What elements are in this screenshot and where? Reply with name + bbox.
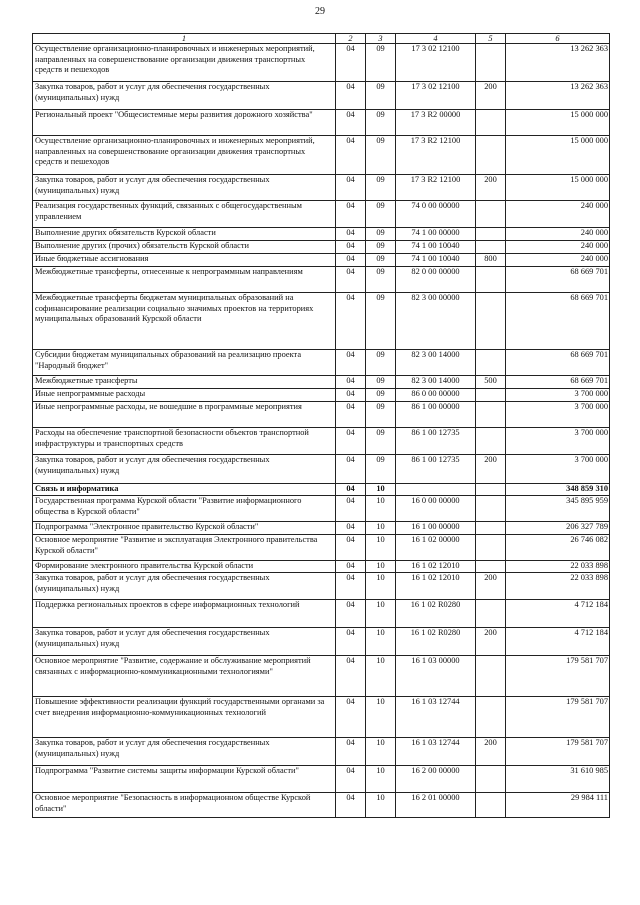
row-code-4-cell: 86 1 00 12735 <box>396 455 476 484</box>
row-amount-cell: 4 712 184 <box>506 628 610 656</box>
table-row <box>33 350 610 376</box>
row-code-3-cell: 09 <box>366 267 396 293</box>
table-row <box>33 201 610 228</box>
row-code-4-cell: 16 1 02 R0280 <box>396 600 476 628</box>
row-code-4-cell: 17 3 R2 12100 <box>396 136 476 175</box>
row-amount-cell: 240 000 <box>506 228 610 241</box>
row-code-3-cell: 09 <box>366 455 396 484</box>
row-code-5-cell <box>476 44 506 82</box>
row-amount-cell: 3 700 000 <box>506 389 610 402</box>
row-amount-cell: 3 700 000 <box>506 402 610 428</box>
table-row <box>33 496 610 522</box>
row-code-2-cell: 04 <box>336 267 366 293</box>
row-name-cell: Закупка товаров, работ и услуг для обеспечения государственных (муниципальных) нужд <box>33 455 336 484</box>
row-code-3-cell: 09 <box>366 175 396 201</box>
row-code-4-cell: 86 1 00 12735 <box>396 428 476 455</box>
row-code-2-cell: 04 <box>336 228 366 241</box>
row-code-5-cell <box>476 293 506 350</box>
row-amount-cell: 240 000 <box>506 241 610 254</box>
row-code-3-cell: 10 <box>366 793 396 818</box>
table-row <box>33 628 610 656</box>
row-code-2-cell: 04 <box>336 656 366 697</box>
row-code-2-cell: 04 <box>336 484 366 496</box>
header-cell-3: 3 <box>366 34 396 44</box>
row-code-4-cell: 17 3 02 12100 <box>396 44 476 82</box>
row-code-5-cell <box>476 561 506 573</box>
row-code-4-cell: 17 3 R2 12100 <box>396 175 476 201</box>
row-code-3-cell: 10 <box>366 561 396 573</box>
row-code-2-cell: 04 <box>336 600 366 628</box>
row-amount-cell: 3 700 000 <box>506 428 610 455</box>
row-code-3-cell: 09 <box>366 82 396 110</box>
row-code-4-cell: 16 1 02 R0280 <box>396 628 476 656</box>
table-row <box>33 428 610 455</box>
row-code-3-cell: 10 <box>366 766 396 793</box>
row-amount-cell: 68 669 701 <box>506 376 610 389</box>
row-code-5-cell <box>476 793 506 818</box>
header-cell-2: 2 <box>336 34 366 44</box>
table-row <box>33 82 610 110</box>
row-code-5-cell <box>476 402 506 428</box>
row-name-cell: Закупка товаров, работ и услуг для обеспечения государственных (муниципальных) нужд <box>33 738 336 766</box>
row-code-5-cell <box>476 522 506 535</box>
table-row <box>33 484 610 496</box>
row-name-cell: Выполнение других обязательств Курской области <box>33 228 336 241</box>
row-name-cell: Поддержка региональных проектов в сфере информационных технологий <box>33 600 336 628</box>
row-amount-cell: 22 033 898 <box>506 573 610 600</box>
budget-table <box>32 33 610 818</box>
row-code-5-cell: 200 <box>476 82 506 110</box>
row-code-2-cell: 04 <box>336 738 366 766</box>
row-code-2-cell: 04 <box>336 455 366 484</box>
row-code-5-cell <box>476 389 506 402</box>
row-code-3-cell: 09 <box>366 254 396 267</box>
row-code-2-cell: 04 <box>336 254 366 267</box>
row-code-5-cell <box>476 697 506 738</box>
row-code-3-cell: 09 <box>366 428 396 455</box>
row-code-4-cell: 16 1 00 00000 <box>396 522 476 535</box>
table-row <box>33 254 610 267</box>
row-amount-cell: 68 669 701 <box>506 267 610 293</box>
row-name-cell: Осуществление организационно-планировочных и инженерных мероприятий, направленных на совершенствование организации движения транспортных средств и пешеходов <box>33 44 336 82</box>
row-code-5-cell <box>476 110 506 136</box>
row-amount-cell: 15 000 000 <box>506 175 610 201</box>
row-code-5-cell <box>476 228 506 241</box>
row-name-cell: Связь и информатика <box>33 484 336 496</box>
row-name-cell: Основное мероприятие "Развитие, содержание и обслуживание мероприятий связанных с информационно-коммуникационными технологиями" <box>33 656 336 697</box>
row-code-4-cell: 74 0 00 00000 <box>396 201 476 228</box>
header-cell-4: 4 <box>396 34 476 44</box>
row-code-2-cell: 04 <box>336 628 366 656</box>
table-row <box>33 228 610 241</box>
row-amount-cell: 3 700 000 <box>506 455 610 484</box>
header-cell-1: 1 <box>33 34 336 44</box>
row-code-2-cell: 04 <box>336 428 366 455</box>
row-code-5-cell <box>476 267 506 293</box>
row-code-5-cell <box>476 350 506 376</box>
row-code-2-cell: 04 <box>336 766 366 793</box>
row-code-3-cell: 10 <box>366 656 396 697</box>
row-code-3-cell: 10 <box>366 600 396 628</box>
row-code-2-cell: 04 <box>336 110 366 136</box>
row-code-5-cell: 200 <box>476 573 506 600</box>
row-code-5-cell <box>476 600 506 628</box>
table-row <box>33 535 610 561</box>
row-code-4-cell: 16 1 03 00000 <box>396 656 476 697</box>
row-code-2-cell: 04 <box>336 175 366 201</box>
table-row <box>33 267 610 293</box>
table-row <box>33 136 610 175</box>
row-code-3-cell: 09 <box>366 376 396 389</box>
row-amount-cell: 13 262 363 <box>506 82 610 110</box>
row-code-3-cell: 09 <box>366 389 396 402</box>
table-row <box>33 766 610 793</box>
row-code-5-cell: 200 <box>476 455 506 484</box>
row-code-2-cell: 04 <box>336 522 366 535</box>
row-code-2-cell: 04 <box>336 561 366 573</box>
table-row <box>33 455 610 484</box>
row-amount-cell: 15 000 000 <box>506 136 610 175</box>
row-code-5-cell <box>476 201 506 228</box>
table-row <box>33 402 610 428</box>
row-name-cell: Осуществление организационно-планировочных и инженерных мероприятий, направленных на совершенствование организации движения транспортных средств и пешеходов <box>33 136 336 175</box>
table-row <box>33 376 610 389</box>
row-code-3-cell: 09 <box>366 241 396 254</box>
row-amount-cell: 26 746 082 <box>506 535 610 561</box>
row-code-5-cell <box>476 535 506 561</box>
table-row <box>33 241 610 254</box>
table-body <box>33 44 610 818</box>
row-code-4-cell: 86 1 00 00000 <box>396 402 476 428</box>
row-name-cell: Межбюджетные трансферты, отнесенные к непрограммным направлениям <box>33 267 336 293</box>
row-code-4-cell: 16 1 03 12744 <box>396 738 476 766</box>
row-amount-cell: 240 000 <box>506 201 610 228</box>
row-name-cell: Повышение эффективности реализации функций государственными органами за счет внедрения информационно-коммуникационных технологий <box>33 697 336 738</box>
row-name-cell: Субсидии бюджетам муниципальных образований на реализацию проекта "Народный бюджет" <box>33 350 336 376</box>
row-name-cell: Подпрограмма "Электронное правительство Курской области" <box>33 522 336 535</box>
row-code-3-cell: 09 <box>366 228 396 241</box>
row-code-3-cell: 09 <box>366 201 396 228</box>
row-name-cell: Иные бюджетные ассигнования <box>33 254 336 267</box>
row-name-cell: Расходы на обеспечение транспортной безопасности объектов транспортной инфраструктуры и транспортных средств <box>33 428 336 455</box>
row-code-3-cell: 10 <box>366 738 396 766</box>
table-row <box>33 293 610 350</box>
row-code-5-cell: 500 <box>476 376 506 389</box>
row-amount-cell: 206 327 789 <box>506 522 610 535</box>
row-code-3-cell: 09 <box>366 402 396 428</box>
row-name-cell: Иные непрограммные расходы, не вошедшие в программные мероприятия <box>33 402 336 428</box>
row-amount-cell: 22 033 898 <box>506 561 610 573</box>
row-code-4-cell: 86 0 00 00000 <box>396 389 476 402</box>
row-code-3-cell: 09 <box>366 110 396 136</box>
row-name-cell: Выполнение других (прочих) обязательств Курской области <box>33 241 336 254</box>
row-name-cell: Закупка товаров, работ и услуг для обеспечения государственных (муниципальных) нужд <box>33 573 336 600</box>
row-code-4-cell <box>396 484 476 496</box>
row-code-4-cell: 16 1 03 12744 <box>396 697 476 738</box>
row-code-5-cell <box>476 484 506 496</box>
row-name-cell: Закупка товаров, работ и услуг для обеспечения государственных (муниципальных) нужд <box>33 628 336 656</box>
row-code-3-cell: 09 <box>366 136 396 175</box>
header-cell-6: 6 <box>506 34 610 44</box>
row-code-5-cell: 200 <box>476 628 506 656</box>
row-code-3-cell: 10 <box>366 496 396 522</box>
row-amount-cell: 179 581 707 <box>506 697 610 738</box>
row-code-4-cell: 82 3 00 00000 <box>396 293 476 350</box>
table-row <box>33 522 610 535</box>
row-code-5-cell <box>476 241 506 254</box>
row-code-4-cell: 82 0 00 00000 <box>396 267 476 293</box>
row-code-4-cell: 17 3 R2 00000 <box>396 110 476 136</box>
row-code-4-cell: 16 1 02 12010 <box>396 561 476 573</box>
row-amount-cell: 68 669 701 <box>506 350 610 376</box>
row-code-5-cell <box>476 656 506 697</box>
row-amount-cell: 345 895 959 <box>506 496 610 522</box>
row-code-3-cell: 09 <box>366 350 396 376</box>
row-name-cell: Государственная программа Курской области "Развитие информационного общества в Курской области" <box>33 496 336 522</box>
header-cell-5: 5 <box>476 34 506 44</box>
row-code-5-cell <box>476 136 506 175</box>
row-code-5-cell <box>476 766 506 793</box>
row-code-2-cell: 04 <box>336 535 366 561</box>
row-name-cell: Закупка товаров, работ и услуг для обеспечения государственных (муниципальных) нужд <box>33 82 336 110</box>
table-row <box>33 44 610 82</box>
row-code-2-cell: 04 <box>336 293 366 350</box>
row-name-cell: Иные непрограммные расходы <box>33 389 336 402</box>
row-name-cell: Межбюджетные трансферты бюджетам муниципальных образований на софинансирование реализации социально значимых проектов на территориях муниципальных образований Курской области <box>33 293 336 350</box>
row-code-4-cell: 74 1 00 10040 <box>396 241 476 254</box>
row-code-2-cell: 04 <box>336 793 366 818</box>
row-amount-cell: 13 262 363 <box>506 44 610 82</box>
row-code-4-cell: 16 2 01 00000 <box>396 793 476 818</box>
row-code-3-cell: 10 <box>366 535 396 561</box>
table-row <box>33 600 610 628</box>
row-code-2-cell: 04 <box>336 82 366 110</box>
row-code-3-cell: 10 <box>366 484 396 496</box>
row-code-5-cell: 200 <box>476 175 506 201</box>
row-name-cell: Основное мероприятие "Безопасность в информационном обществе Курской области" <box>33 793 336 818</box>
table-row <box>33 656 610 697</box>
header-row <box>33 34 610 44</box>
row-code-2-cell: 04 <box>336 136 366 175</box>
table-row <box>33 389 610 402</box>
table-row <box>33 573 610 600</box>
table-row <box>33 561 610 573</box>
row-code-3-cell: 10 <box>366 697 396 738</box>
row-code-2-cell: 04 <box>336 376 366 389</box>
row-code-4-cell: 17 3 02 12100 <box>396 82 476 110</box>
row-code-4-cell: 82 3 00 14000 <box>396 376 476 389</box>
row-code-3-cell: 10 <box>366 522 396 535</box>
row-code-5-cell: 200 <box>476 738 506 766</box>
row-name-cell: Межбюджетные трансферты <box>33 376 336 389</box>
row-code-3-cell: 09 <box>366 44 396 82</box>
row-name-cell: Реализация государственных функций, связанных с общегосударственным управлением <box>33 201 336 228</box>
row-code-2-cell: 04 <box>336 44 366 82</box>
row-code-5-cell <box>476 496 506 522</box>
row-code-3-cell: 09 <box>366 293 396 350</box>
row-code-2-cell: 04 <box>336 389 366 402</box>
row-amount-cell: 240 000 <box>506 254 610 267</box>
row-code-4-cell: 82 3 00 14000 <box>396 350 476 376</box>
row-name-cell: Подпрограмма "Развитие системы защиты информации Курской области" <box>33 766 336 793</box>
row-code-5-cell: 800 <box>476 254 506 267</box>
row-name-cell: Формирование электронного правительства Курской области <box>33 561 336 573</box>
row-code-2-cell: 04 <box>336 697 366 738</box>
page-number: 29 <box>315 6 325 17</box>
row-code-2-cell: 04 <box>336 201 366 228</box>
table-row <box>33 738 610 766</box>
row-code-4-cell: 16 1 02 00000 <box>396 535 476 561</box>
row-name-cell: Региональный проект "Общесистемные меры развития дорожного хозяйства" <box>33 110 336 136</box>
table-row <box>33 697 610 738</box>
row-amount-cell: 4 712 184 <box>506 600 610 628</box>
table-row <box>33 110 610 136</box>
row-amount-cell: 29 984 111 <box>506 793 610 818</box>
row-code-2-cell: 04 <box>336 496 366 522</box>
row-code-2-cell: 04 <box>336 350 366 376</box>
row-code-3-cell: 10 <box>366 573 396 600</box>
table-row <box>33 793 610 818</box>
row-code-4-cell: 74 1 00 10040 <box>396 254 476 267</box>
row-amount-cell: 179 581 707 <box>506 656 610 697</box>
row-code-4-cell: 16 0 00 00000 <box>396 496 476 522</box>
row-code-4-cell: 74 1 00 00000 <box>396 228 476 241</box>
row-code-4-cell: 16 1 02 12010 <box>396 573 476 600</box>
row-code-2-cell: 04 <box>336 241 366 254</box>
row-code-3-cell: 10 <box>366 628 396 656</box>
row-amount-cell: 348 859 310 <box>506 484 610 496</box>
row-code-4-cell: 16 2 00 00000 <box>396 766 476 793</box>
row-amount-cell: 68 669 701 <box>506 293 610 350</box>
row-amount-cell: 15 000 000 <box>506 110 610 136</box>
row-code-2-cell: 04 <box>336 402 366 428</box>
row-name-cell: Основное мероприятие "Развитие и эксплуатация Электронного правительства Курской области" <box>33 535 336 561</box>
row-amount-cell: 31 610 985 <box>506 766 610 793</box>
row-code-2-cell: 04 <box>336 573 366 600</box>
table-row <box>33 175 610 201</box>
row-code-5-cell <box>476 428 506 455</box>
row-amount-cell: 179 581 707 <box>506 738 610 766</box>
row-name-cell: Закупка товаров, работ и услуг для обеспечения государственных (муниципальных) нужд <box>33 175 336 201</box>
